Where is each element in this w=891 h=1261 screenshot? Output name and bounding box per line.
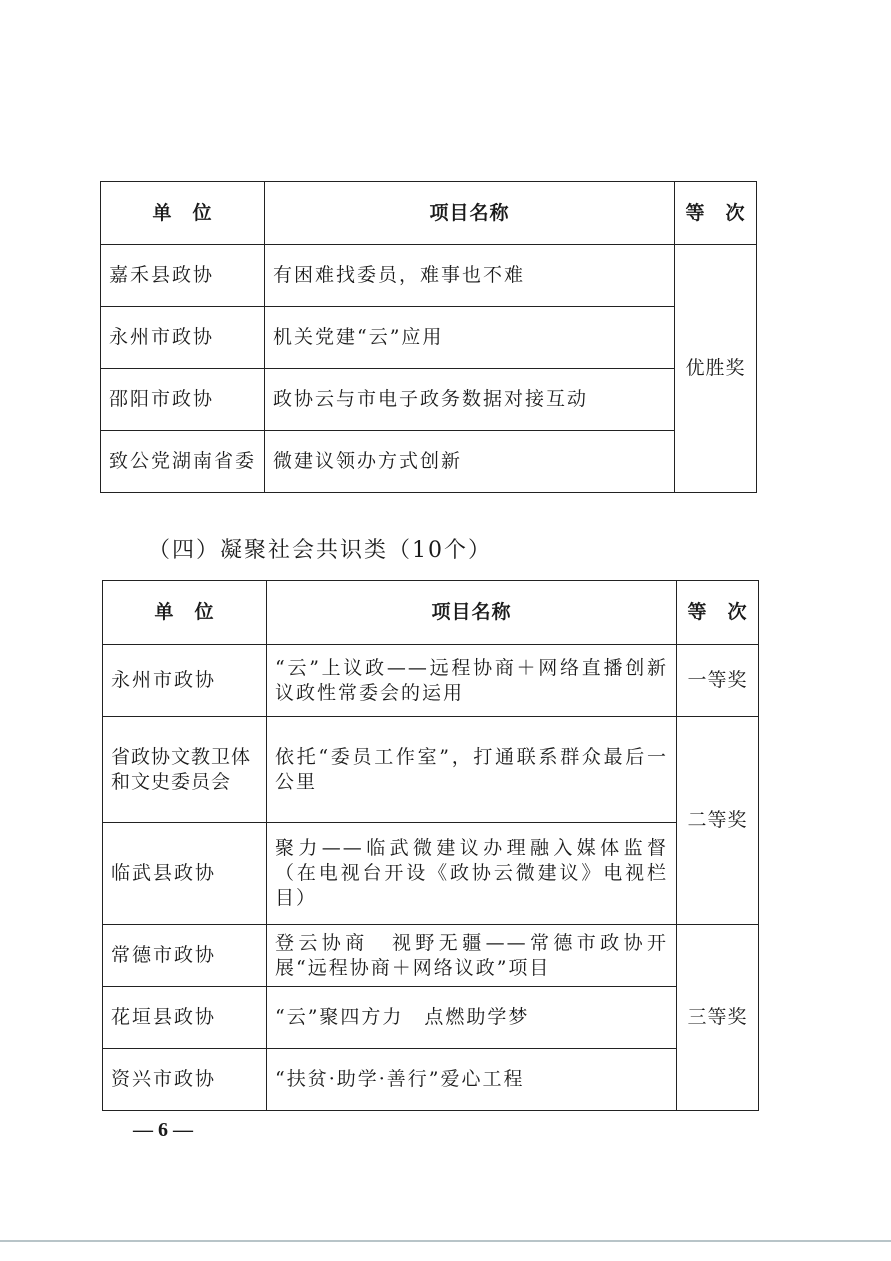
header-unit: 单 位	[103, 581, 267, 645]
award-table-excellence	[100, 181, 757, 493]
unit-cell: 常德市政协	[103, 925, 267, 987]
project-cell: 微建议领办方式创新	[265, 431, 675, 493]
section-heading: （四）凝聚社会共识类（10个）	[148, 538, 492, 563]
page-number: — 6 —	[133, 1119, 193, 1141]
scan-edge-divider	[0, 1240, 891, 1242]
unit-cell: 省政协文教卫体和文史委员会	[103, 717, 267, 823]
table-header-row	[103, 581, 759, 645]
table-row	[103, 987, 759, 1049]
table-row	[103, 645, 759, 717]
header-project: 项目名称	[267, 581, 677, 645]
unit-cell: 嘉禾县政协	[101, 245, 265, 307]
project-cell: 有困难找委员，难事也不难	[265, 245, 675, 307]
table-row	[101, 369, 757, 431]
table-row	[101, 245, 757, 307]
table-row	[103, 717, 759, 823]
project-cell: 依托“委员工作室”，打通联系群众最后一公里	[267, 717, 677, 823]
unit-cell: 邵阳市政协	[101, 369, 265, 431]
table-row	[101, 307, 757, 369]
table-row	[103, 1049, 759, 1111]
rank-cell-first: 一等奖	[677, 645, 759, 717]
header-rank: 等 次	[677, 581, 759, 645]
project-cell: “扶贫·助学·善行”爱心工程	[267, 1049, 677, 1111]
rank-cell-third: 三等奖	[677, 925, 759, 1111]
table-row	[103, 823, 759, 925]
rank-cell-excellence: 优胜奖	[675, 245, 757, 493]
project-cell: 登云协商 视野无疆——常德市政协开展“远程协商＋网络议政”项目	[267, 925, 677, 987]
unit-cell: 花垣县政协	[103, 987, 267, 1049]
project-cell: “云”聚四方力 点燃助学梦	[267, 987, 677, 1049]
project-cell: 机关党建“云”应用	[265, 307, 675, 369]
award-table-consensus	[102, 580, 759, 1111]
table-row	[101, 431, 757, 493]
unit-cell: 致公党湖南省委	[101, 431, 265, 493]
unit-cell: 永州市政协	[103, 645, 267, 717]
header-project: 项目名称	[265, 182, 675, 245]
rank-cell-second: 二等奖	[677, 717, 759, 925]
header-rank: 等 次	[675, 182, 757, 245]
header-unit: 单 位	[101, 182, 265, 245]
table-row	[103, 925, 759, 987]
project-cell: “云”上议政——远程协商＋网络直播创新议政性常委会的运用	[267, 645, 677, 717]
unit-cell: 资兴市政协	[103, 1049, 267, 1111]
unit-cell: 永州市政协	[101, 307, 265, 369]
project-cell: 政协云与市电子政务数据对接互动	[265, 369, 675, 431]
project-cell: 聚力——临武微建议办理融入媒体监督（在电视台开设《政协云微建议》电视栏目）	[267, 823, 677, 925]
table-header-row	[101, 182, 757, 245]
unit-cell: 临武县政协	[103, 823, 267, 925]
